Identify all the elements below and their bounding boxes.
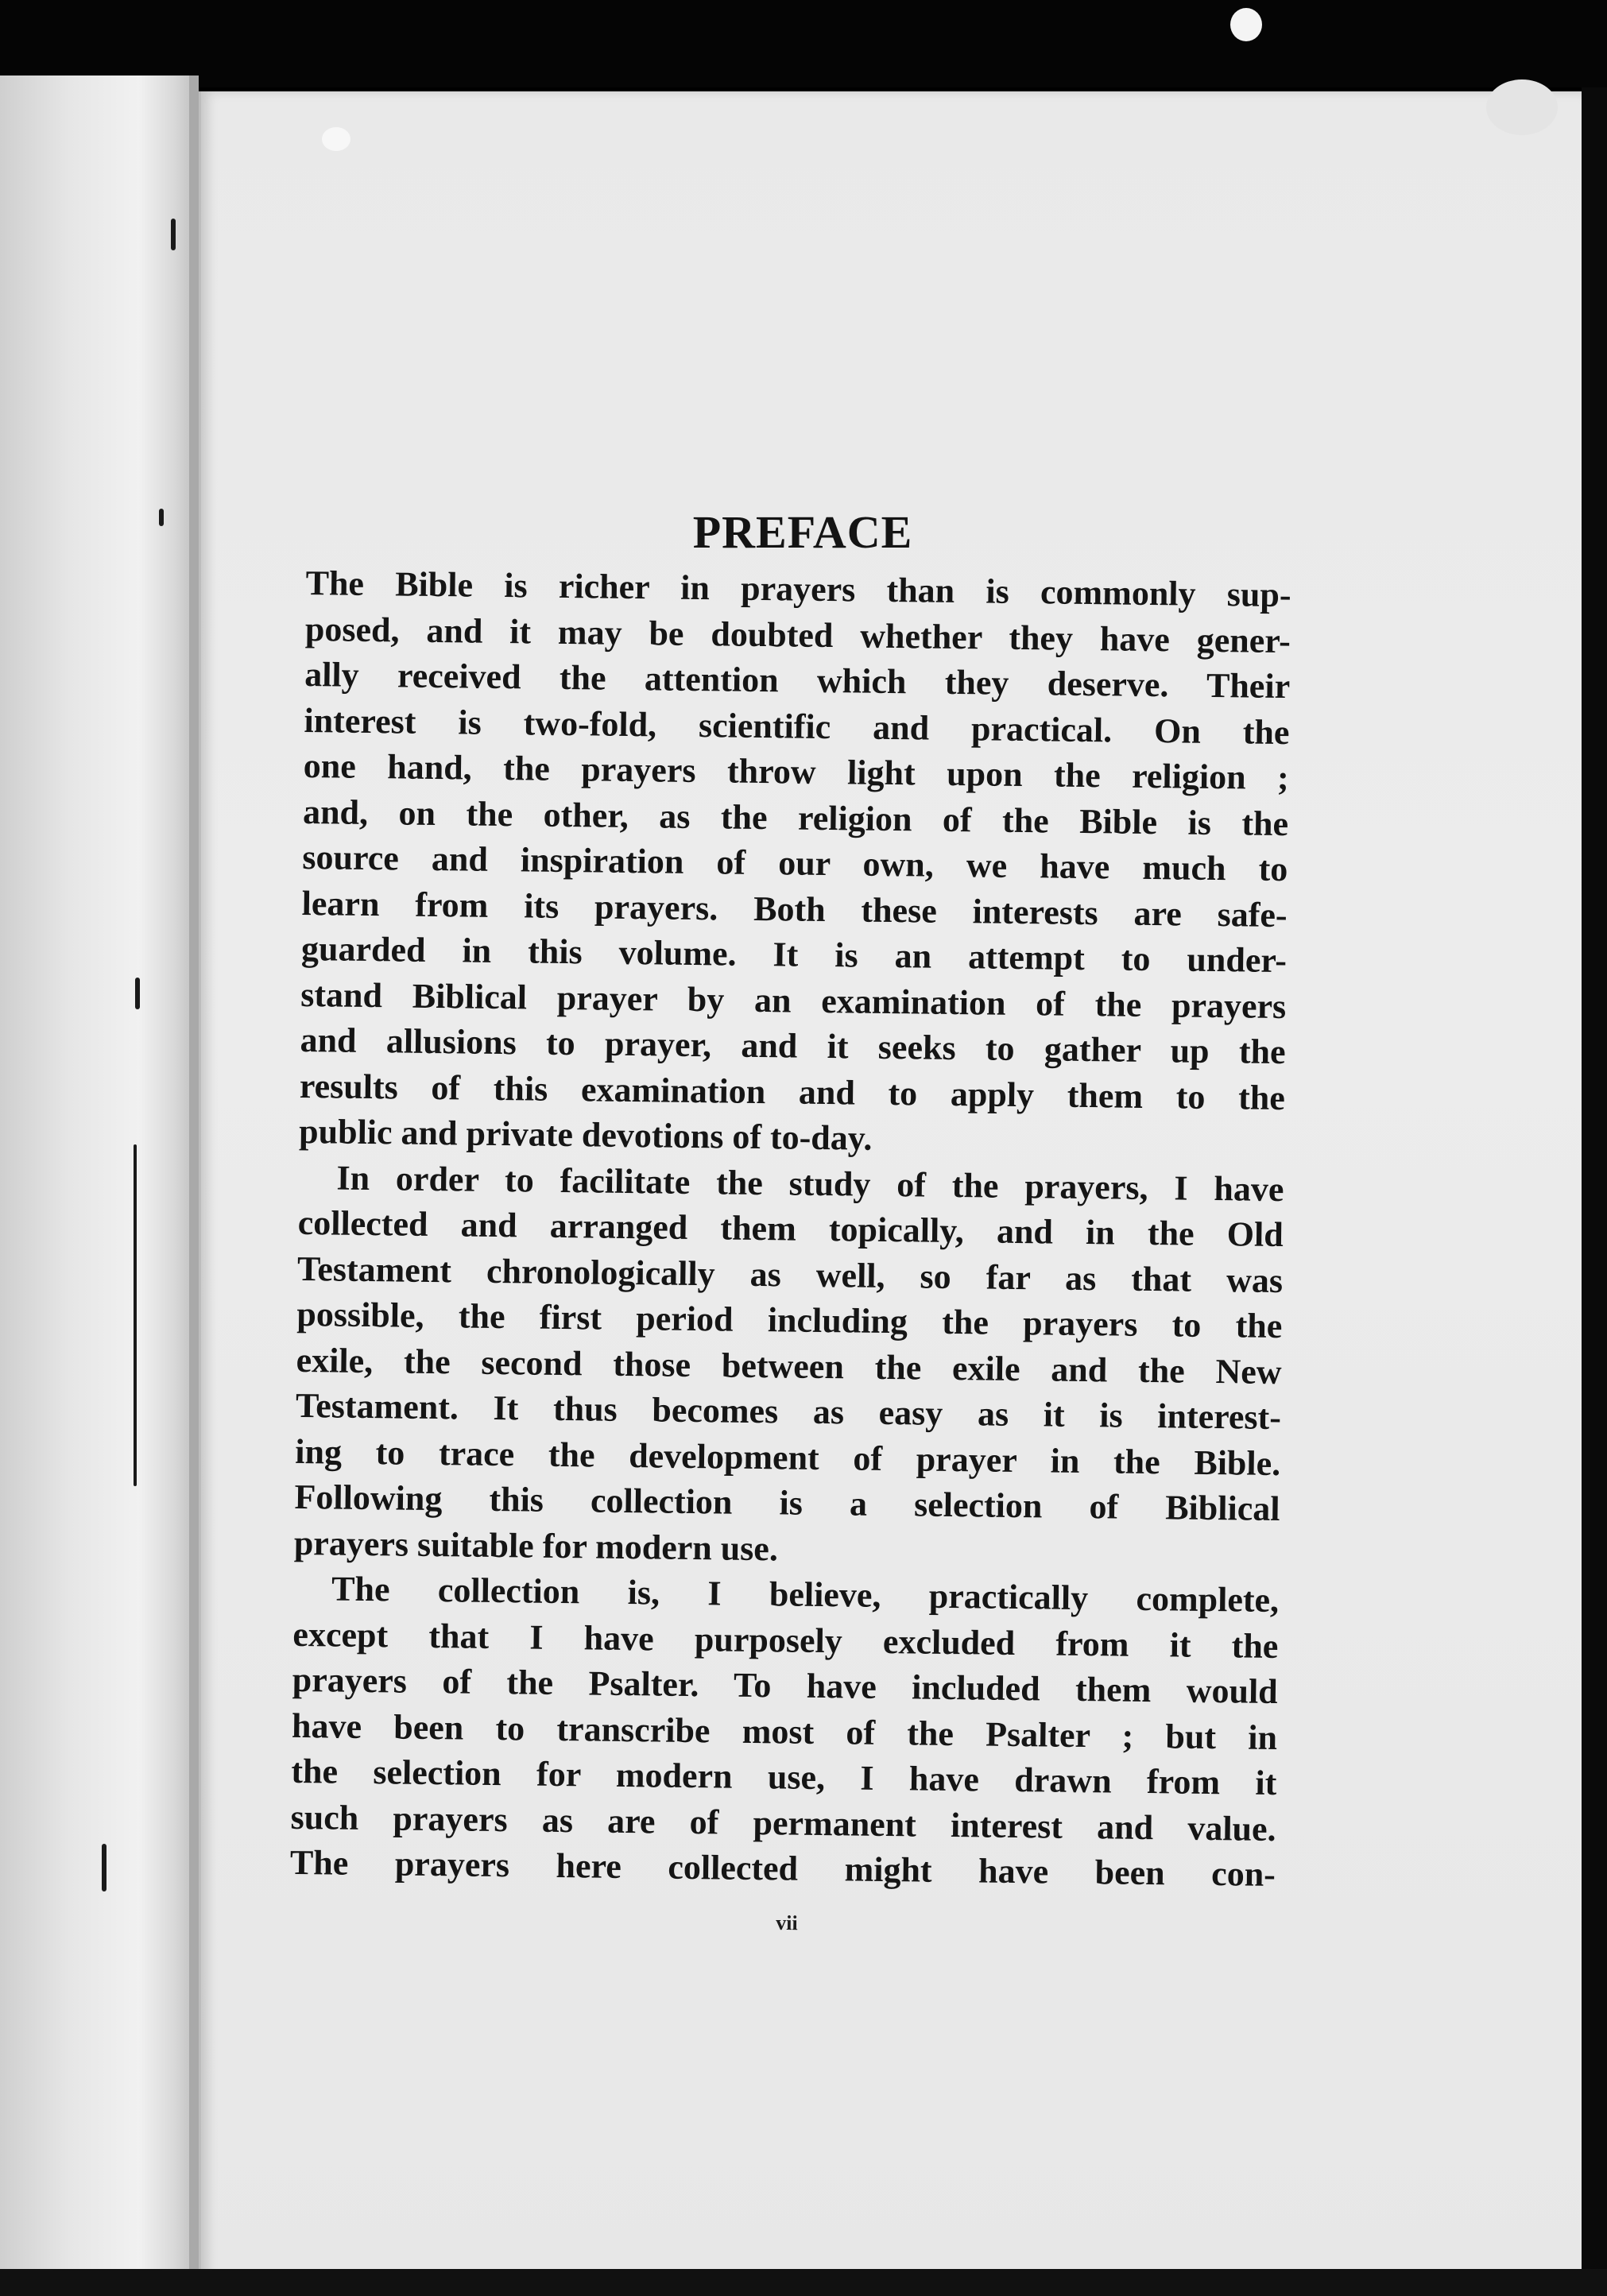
text-line: except that I have purposely excluded from it the [292,1614,1279,1666]
text-line: results of this examination and to apply them to the [299,1066,1286,1117]
text-line: The collection is, I believe, practically complete, [331,1569,1280,1620]
text-line: exile, the second those between the exile and the New [296,1340,1282,1392]
scan-top-border [0,0,1607,87]
scan-speck [322,127,350,151]
spine-mark [102,1844,106,1891]
text-line: such prayers as are of permanent interest and value. [290,1797,1276,1849]
text-line: interest is two-fold, scientific and practical. On the [304,700,1290,752]
scan-speck [1486,79,1558,135]
preface-text [290,560,1291,1898]
text-line: Following this collection is a selection of Biblical [294,1477,1280,1529]
scan-right-border [1582,87,1607,2296]
page-title: PREFACE [692,506,913,558]
paragraph [290,1566,1280,1898]
text-line: prayers suitable for modern use. [293,1523,779,1568]
paragraph [299,560,1291,1167]
spine-mark [135,978,140,1009]
text-line: ally received the attention which they deserve. Their [304,654,1291,707]
spine-mark [134,1144,137,1486]
text-line: and allusions to prayer, and it seeks to gather up the [300,1020,1286,1072]
text-line: Testament chronologically as well, so far as that was [296,1249,1284,1300]
text-line: Testament. It thus becomes as easy as it is interest- [295,1385,1282,1438]
spine-mark [171,219,176,250]
facing-page-gutter [0,76,199,2296]
text-line: learn from its prayers. Both these interests are safe- [301,883,1288,935]
text-line: collected and arranged them topically, and in the Old [297,1202,1284,1255]
text-line: The Bible is richer in prayers than is commonly sup- [305,563,1291,615]
text-line: stand Biblical prayer by an examination of the prayers [300,974,1287,1026]
text-line: guarded in this volume. It is an attempt to under- [300,928,1288,981]
text-line: the selection for modern use, I have drawn from it [291,1751,1277,1803]
text-line: ing to trace the development of prayer in the Bible. [295,1431,1281,1483]
text-line: source and inspiration of our own, we have much to [302,837,1288,889]
page-number: vii [776,1911,798,1935]
paragraph [294,1154,1284,1578]
text-line: possible, the first period including the prayers to the [296,1294,1283,1346]
text-line: posed, and it may be doubted whether they have gener- [304,609,1291,660]
text-line: prayers of the Psalter. To have included them would [292,1659,1278,1712]
scan-speck [1230,8,1262,41]
spine-mark [159,509,164,526]
text-line: have been to transcribe most of the Psalter ; but in [291,1706,1278,1757]
text-line: one hand, the prayers throw light upon the religion ; [303,745,1290,798]
text-line: In order to facilitate the study of the prayers, I have [336,1158,1284,1209]
text-line: The prayers here collected might have been con- [289,1842,1276,1895]
text-line: and, on the other, as the religion of the Bible is the [302,792,1289,843]
scan-bottom-border [0,2269,1607,2296]
text-line: public and private devotions of to-day. [298,1111,873,1158]
